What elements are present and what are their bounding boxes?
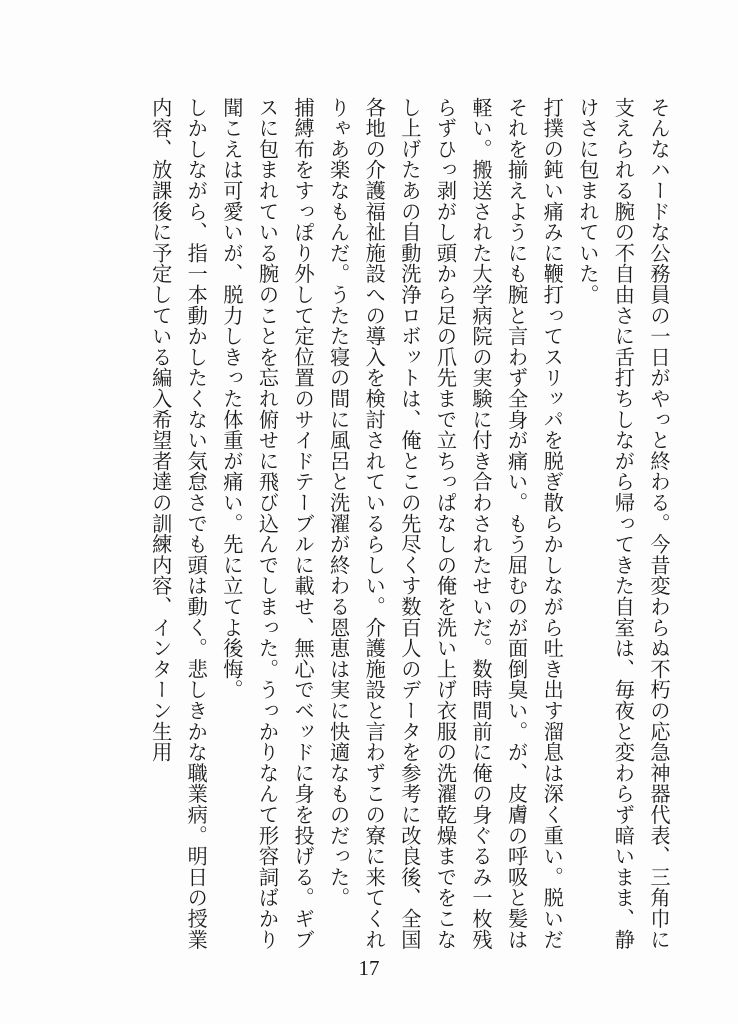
page-number: 17 (358, 956, 380, 980)
paragraph: 捕縛布をすっぽり外して定位置のサイドテーブルに載せ、無心でベッドに身を投げる。ギブスに包まれている腕のことを忘れ俯せに飛び込んでしまった。うっかりなんて形容詞ばかり聞こえは可愛いが、脱力しきった体重が痛い。先に立てよ後悔。 (219, 97, 316, 950)
paragraph: そんなハードな公務員の一日がやっと終わる。今昔変わらぬ不朽の応急神器代表、三角巾に支えられる腕の不自由さに舌打ちしながら帰ってきた自室は、毎夜と変わらず暗いまま、静けさに包まれていた。 (575, 97, 671, 950)
vertical-text-body (116, 97, 676, 957)
paragraph: 打撲の鈍い痛みに鞭打ってスリッパを脱ぎ散らかしながら吐き出す溜息は深く重い。脱いだそれを揃えようにも腕と言わず全身が痛い。もう屈むのが面倒臭い。が、皮膚の呼吸と髪は軽い。搬送された大学病院の実験に付き合わされたせいだ。数時間前に俺の身ぐるみ一枚残らずひっ剥がし頭から足の爪先まで立ちっぱなしの俺を洗い上げ衣服の洗濯乾燥までをこなし上げたあの自動洗浄ロボットは、俺とこの先尽くす数百人のデータを参考に改良後、全国各地の介護福祉施設への導入を検討されているらしい。介護施設と言わずこの寮に来てくれりゃあ楽なもんだ。うたた寝の間に風呂と洗濯が終わる恩恵は実に快適なものだった。 (326, 97, 565, 950)
paragraph: しかしながら、指一本動かしたくない気怠さでも頭は動く。悲しきかな職業病。明日の授業内容、放課後に予定している編入希望者達の訓練内容、インターン生用 (148, 97, 209, 950)
